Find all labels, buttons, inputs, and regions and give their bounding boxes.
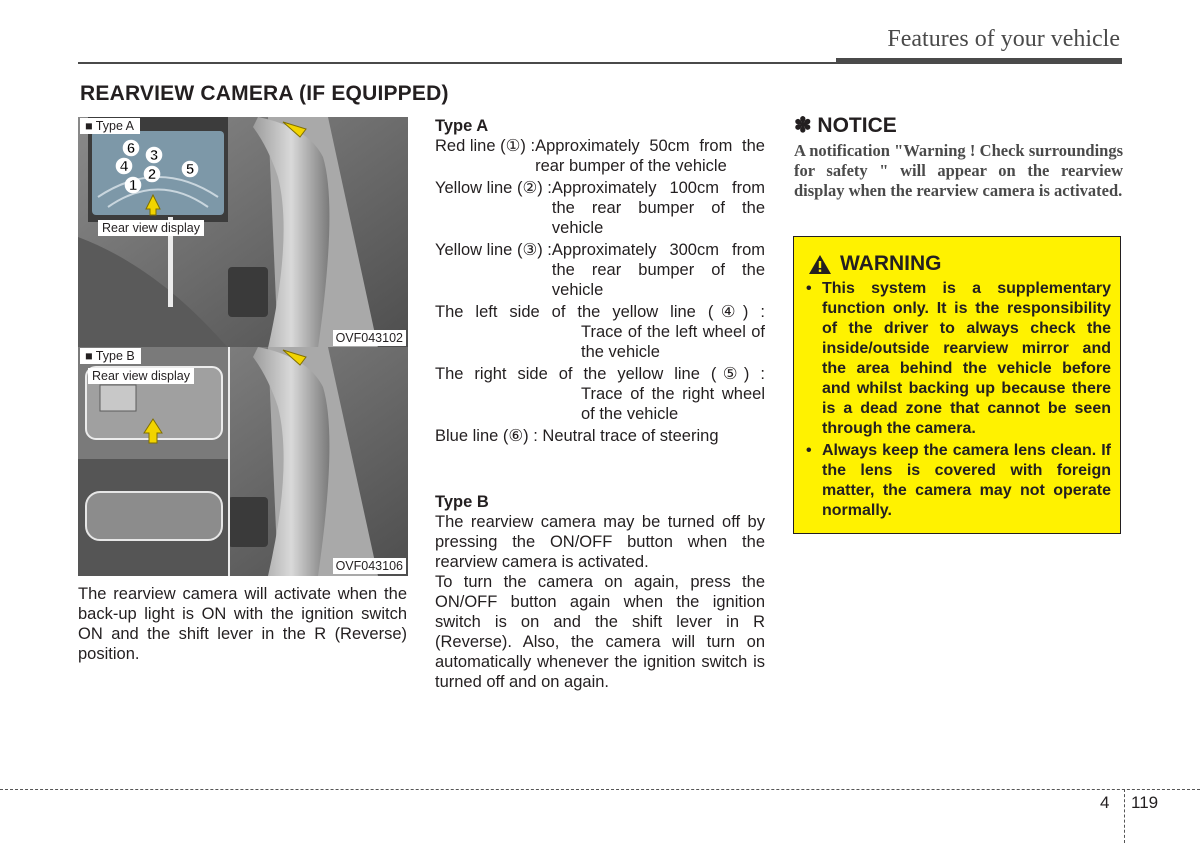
type-a-item-yellow-line-2 <box>435 178 765 238</box>
item-term: Yellow line (②) : <box>435 179 552 197</box>
figure-type-b-code: OVF043106 <box>333 558 406 574</box>
warning-box <box>793 236 1121 534</box>
type-b-section <box>435 492 765 692</box>
figure-type-a-label: Rear view display <box>98 220 204 236</box>
warning-list <box>806 279 1111 523</box>
type-b-paragraph-2: To turn the camera on again, press the ON/OFF button again when the ignition switch is on and the shift lever in R (Reverse). Also, the camera will turn on automatically whenever the ignition switch is turned off and on again. <box>435 573 765 691</box>
header-rule-accent <box>836 58 1122 64</box>
type-a-item-red-line <box>435 136 765 176</box>
type-a-item-left-side <box>435 302 765 362</box>
type-b-heading: Type B <box>435 493 489 511</box>
warning-triangle-icon <box>808 254 832 275</box>
warning-heading <box>808 252 942 276</box>
figure-type-a-tag: ■ Type A <box>80 118 140 134</box>
type-a-item-yellow-line-3 <box>435 240 765 300</box>
type-a-blue-line: Blue line (⑥) : Neutral trace of steering <box>435 427 719 445</box>
item-term: Yellow line (③) : <box>435 241 552 259</box>
notice-heading: ✽ NOTICE <box>794 114 897 137</box>
item-term: Red line (①) : <box>435 137 536 155</box>
header-rule <box>78 62 838 64</box>
notice-text: A notification "Warning ! Check surroundings for safety " will appear on the rearview display when the rearview camera is activated. <box>794 141 1123 200</box>
item-term: The right side of the yellow line (⑤) : <box>435 365 765 383</box>
callout-6: 6 <box>126 140 136 157</box>
type-b-paragraph-1: The rearview camera may be turned off by pressing the ON/OFF button when the rearview camera is activated. <box>435 513 765 571</box>
bullet-icon: • <box>806 280 812 297</box>
callout-5: 5 <box>185 161 195 178</box>
callout-4: 4 <box>119 158 129 175</box>
footer-rule <box>0 789 1200 790</box>
type-a-item-right-side <box>435 364 765 424</box>
warning-item-text: Always keep the camera lens clean. If the lens is covered with foreign matter, the camera may not operate normally. <box>822 442 1111 519</box>
warning-item <box>806 441 1111 521</box>
page-number: 119 <box>1131 793 1159 812</box>
item-desc: Trace of the left wheel of the vehicle <box>581 323 765 361</box>
activation-paragraph: The rearview camera will activate when the back-up light is ON with the ignition switch ON and the shift lever in the R (Reverse) position. <box>78 585 407 663</box>
warning-item-text: This system is a supplementary function only. It is the responsibility of the driver to always check the inside/outside rearview mirror and the area behind the vehicle before and whilst backing up because there is a dead zone that cannot be seen through the camera. <box>822 280 1111 437</box>
item-desc: Approximately 50cm from the rear bumper of the vehicle <box>535 137 765 175</box>
type-a-heading: Type A <box>435 117 489 135</box>
figure-type-a-code: OVF043102 <box>333 330 406 346</box>
type-a-section <box>435 116 765 446</box>
callout-3: 3 <box>149 147 159 164</box>
item-term: The left side of the yellow line (④) : <box>435 303 765 321</box>
callout-2: 2 <box>147 166 157 183</box>
item-desc: Approximately 300cm from the rear bumper of the vehicle <box>551 241 765 299</box>
callout-1: 1 <box>128 177 138 194</box>
footer-divider <box>1124 789 1125 843</box>
chapter-number: 4 <box>1100 793 1110 812</box>
running-header: Features of your vehicle <box>887 26 1120 52</box>
bullet-icon: • <box>806 442 812 459</box>
figure-type-a <box>78 117 408 348</box>
warning-title: WARNING <box>840 252 942 275</box>
section-title: REARVIEW CAMERA (IF EQUIPPED) <box>80 82 449 105</box>
item-desc: Trace of the right wheel of the vehicle <box>581 385 765 423</box>
figure-type-b-tag: ■ Type B <box>80 348 141 364</box>
figure-type-b <box>78 347 408 576</box>
figure-type-b-label: Rear view display <box>88 368 194 384</box>
item-desc: Approximately 100cm from the rear bumper of the vehicle <box>551 179 765 237</box>
warning-item <box>806 279 1111 439</box>
